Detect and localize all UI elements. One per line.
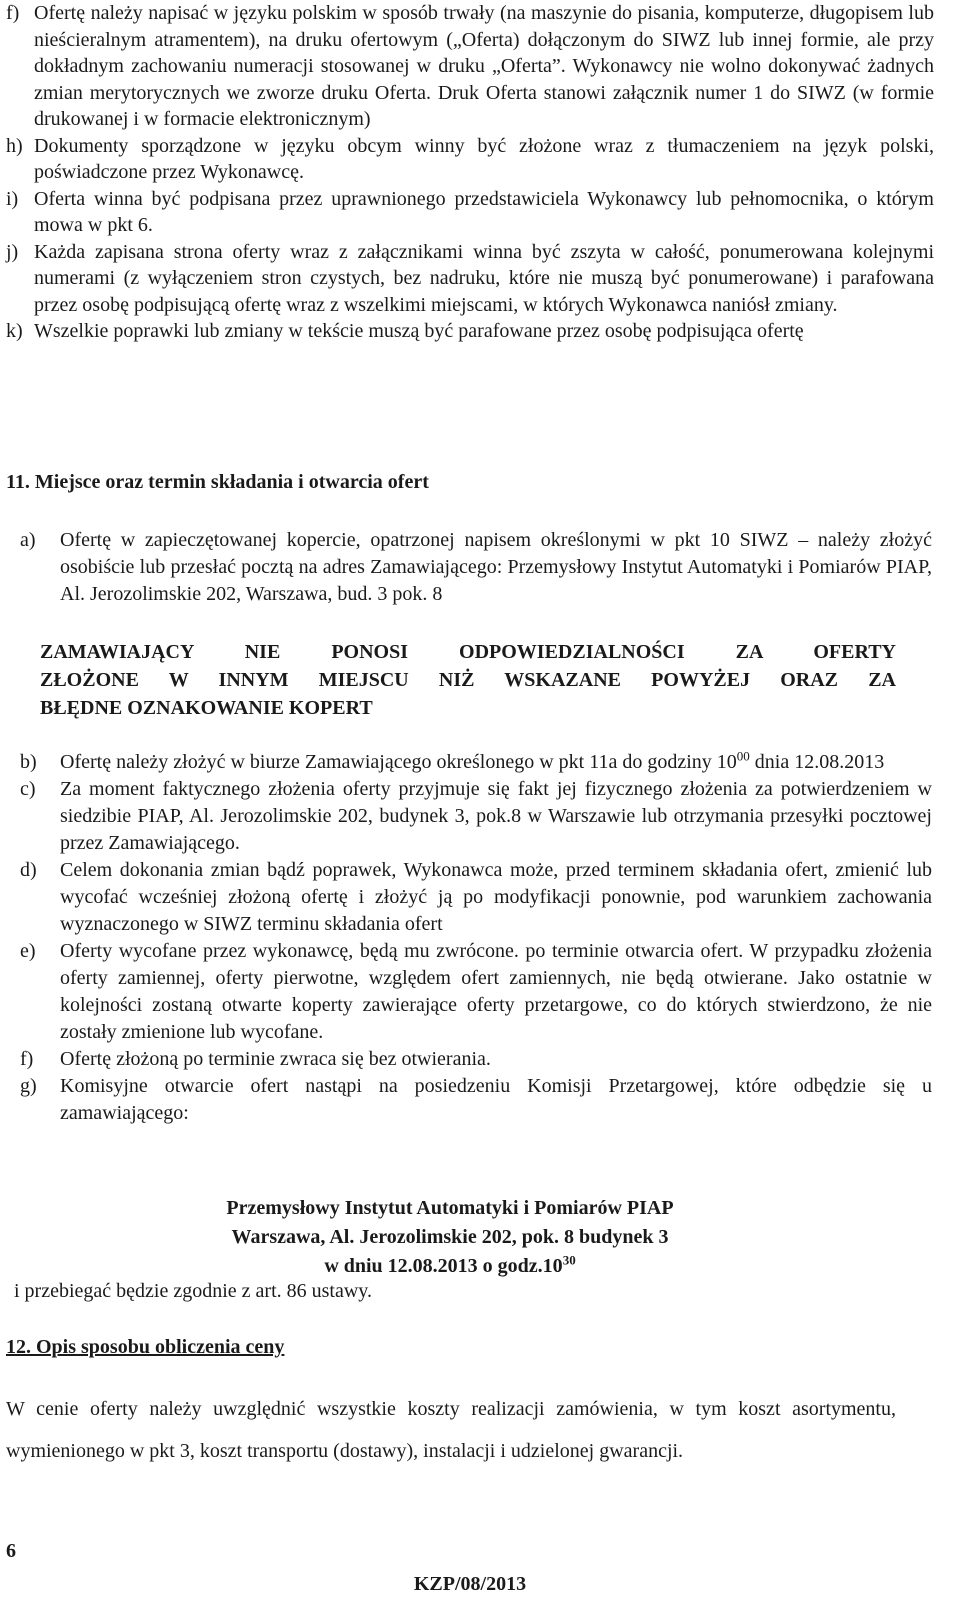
item-marker: h) [6, 134, 23, 157]
time-superscript: 30 [562, 1252, 576, 1268]
warning-line: BŁĘDNE OZNAKOWANIE KOPERT [40, 697, 373, 719]
item-text: Komisyjne otwarcie ofert nastąpi na posiedzeniu Komisji Przetargowej, które odbędzie się u zamawiającego: [60, 1075, 932, 1124]
item-marker: f) [6, 2, 20, 24]
item-marker: c) [20, 778, 36, 800]
warning-line: ZAMAWIAJĄCY NIE PONOSI ODPOWIEDZIALNOŚCI ZA OFERTY [40, 641, 896, 663]
item-marker: i) [6, 187, 19, 210]
venue-block [0, 1194, 900, 1281]
item-marker: d) [20, 859, 37, 881]
item-text: Wszelkie poprawki lub zmiany w tekście muszą być parafowane przez osobę podpisująca ofertę [34, 320, 804, 342]
list-item [20, 749, 932, 776]
section-12-heading: 12. Opis sposobu obliczenia ceny [6, 1336, 285, 1358]
venue-note: i przebiegać będzie zgodnie z art. 86 ustawy. [14, 1280, 372, 1302]
section-12-paragraph: W cenie oferty należy uwzględnić wszystkie koszty realizacji zamówienia, w tym koszt asortymentu, wymienionego w pkt 3, koszt transportu (dostawy), instalacji i udzielonej gwarancji. [6, 1398, 896, 1462]
list-item [20, 776, 932, 857]
item-marker: f) [20, 1048, 34, 1070]
list-item [20, 1046, 932, 1073]
item-text: Ofertę należy napisać w języku polskim w sposób trwały (na maszynie do pisania, komputerze, długopisem lub nieścieralnym atramentem), na druku ofertowym („Oferta) dołączonym do SIWZ lub innej formie, ale przy dokładnym zachowaniu numeracji stosowanej w druku „Oferta”. Wykonawcy nie wolno dokonywać żadnych zmian merytorycznych we zworze druku Oferta. Druk Oferta stanowi załącznik numer 1 do SIWZ (w formie drukowanej i w formacie elektronicznym) [34, 2, 934, 130]
warning-notice [40, 638, 896, 722]
item-text: Dokumenty sporządzone w języku obcym winny być złożone wraz z tłumaczeniem na język polski, poświadczone przez Wykonawcę. [34, 134, 934, 183]
list-item [20, 938, 932, 1046]
item-text [60, 749, 932, 776]
section-11-heading: 11. Miejsce oraz termin składania i otwarcia ofert [6, 471, 429, 493]
venue-address: Warszawa, Al. Jerozolimskie 202, pok. 8 budynek 3 [231, 1226, 669, 1248]
list-item [20, 1073, 932, 1127]
venue-name: Przemysłowy Instytut Automatyki i Pomiarów PIAP [226, 1197, 674, 1219]
item-marker: a) [20, 529, 36, 551]
item-text: Za moment faktycznego złożenia oferty przyjmuje się fakt jej fizycznego złożenia za potwierdzeniem w siedzibie PIAP, Al. Jerozolimskie 202, budynek 3, pok.8 w Warszawie lub otrzymania przesyłki pocztowej przez Zamawiającego. [60, 778, 932, 854]
document-reference-code: KZP/08/2013 [413, 1573, 527, 1595]
item-marker: g) [20, 1075, 37, 1097]
item-text: Celem dokonania zmian bądź poprawek, Wykonawca może, przed terminem składania ofert, zmienić lub wycofać wcześniej złożoną ofertę i złożyć ją po modyfikacji ponownie, pod warunkiem zachowania wyznaczonego w SIWZ terminu składania ofert [60, 859, 932, 935]
item-text: Oferty wycofane przez wykonawcę, będą mu zwrócone. po terminie otwarcia ofert. W przypadku złożenia oferty zamiennej, oferty pierwotne, względem ofert zamiennych, nie będą otwierane. Jako ostatnie w kolejności zostaną otwarte koperty zawierające oferty przetargowe, co do których stwierdzono, że nie zostały zmienione lub wycofane. [60, 940, 932, 1043]
list-item [6, 239, 934, 319]
item-text: Oferta winna być podpisana przez uprawnionego przedstawiciela Wykonawcy lub pełnomocnika, o którym mowa w pkt 6. [34, 187, 934, 236]
list-item [6, 0, 934, 133]
item-text: Ofertę złożoną po terminie zwraca się bez otwierania. [60, 1048, 491, 1070]
item-text: Każda zapisana strona oferty wraz z załącznikami winna być zszyta w całość, ponumerowana kolejnymi numerami (z wyłączeniem stron czystych, bez nadruku, które nie muszą być ponumerowane) i parafowana przez osobę podpisującą ofertę wraz z wszelkimi miejscami, w których Wykonawca naniósł zmiany. [34, 240, 934, 316]
item-marker: j) [6, 240, 19, 263]
item-text: Ofertę w zapieczętowanej kopercie, opatrzonej napisem określonymi w pkt 10 SIWZ – należy złożyć osobiście lub przesłać pocztą na adres Zamawiającego: Przemysłowy Instytut Automatyki i Pomiarów PIAP, Al. Jerozolimskie 202, Warszawa, bud. 3 pok. 8 [60, 529, 932, 605]
list-item [20, 857, 932, 938]
venue-date: w dniu 12.08.2013 o godz.10 [324, 1255, 563, 1277]
list-item [6, 318, 934, 345]
item-marker: b) [20, 751, 37, 773]
section-11-list-rest [20, 749, 932, 1127]
item-marker: e) [20, 940, 36, 962]
list-item [20, 527, 932, 608]
section-11-list-a [20, 527, 932, 608]
page-number: 6 [6, 1540, 16, 1562]
conditions-list-top [6, 0, 934, 345]
list-item [6, 133, 934, 186]
item-text-part: Ofertę należy złożyć w biurze Zamawiającego określonego w pkt 11a do godziny 10 [60, 751, 737, 773]
item-text-part: dnia 12.08.2013 [749, 751, 885, 773]
venue-datetime [0, 1252, 900, 1281]
warning-line: ZŁOŻONE W INNYM MIEJSCU NIŻ WSKAZANE POWYŻEJ ORAZ ZA [40, 669, 896, 691]
time-superscript: 00 [736, 748, 750, 764]
item-marker: k) [6, 320, 23, 342]
list-item [6, 186, 934, 239]
